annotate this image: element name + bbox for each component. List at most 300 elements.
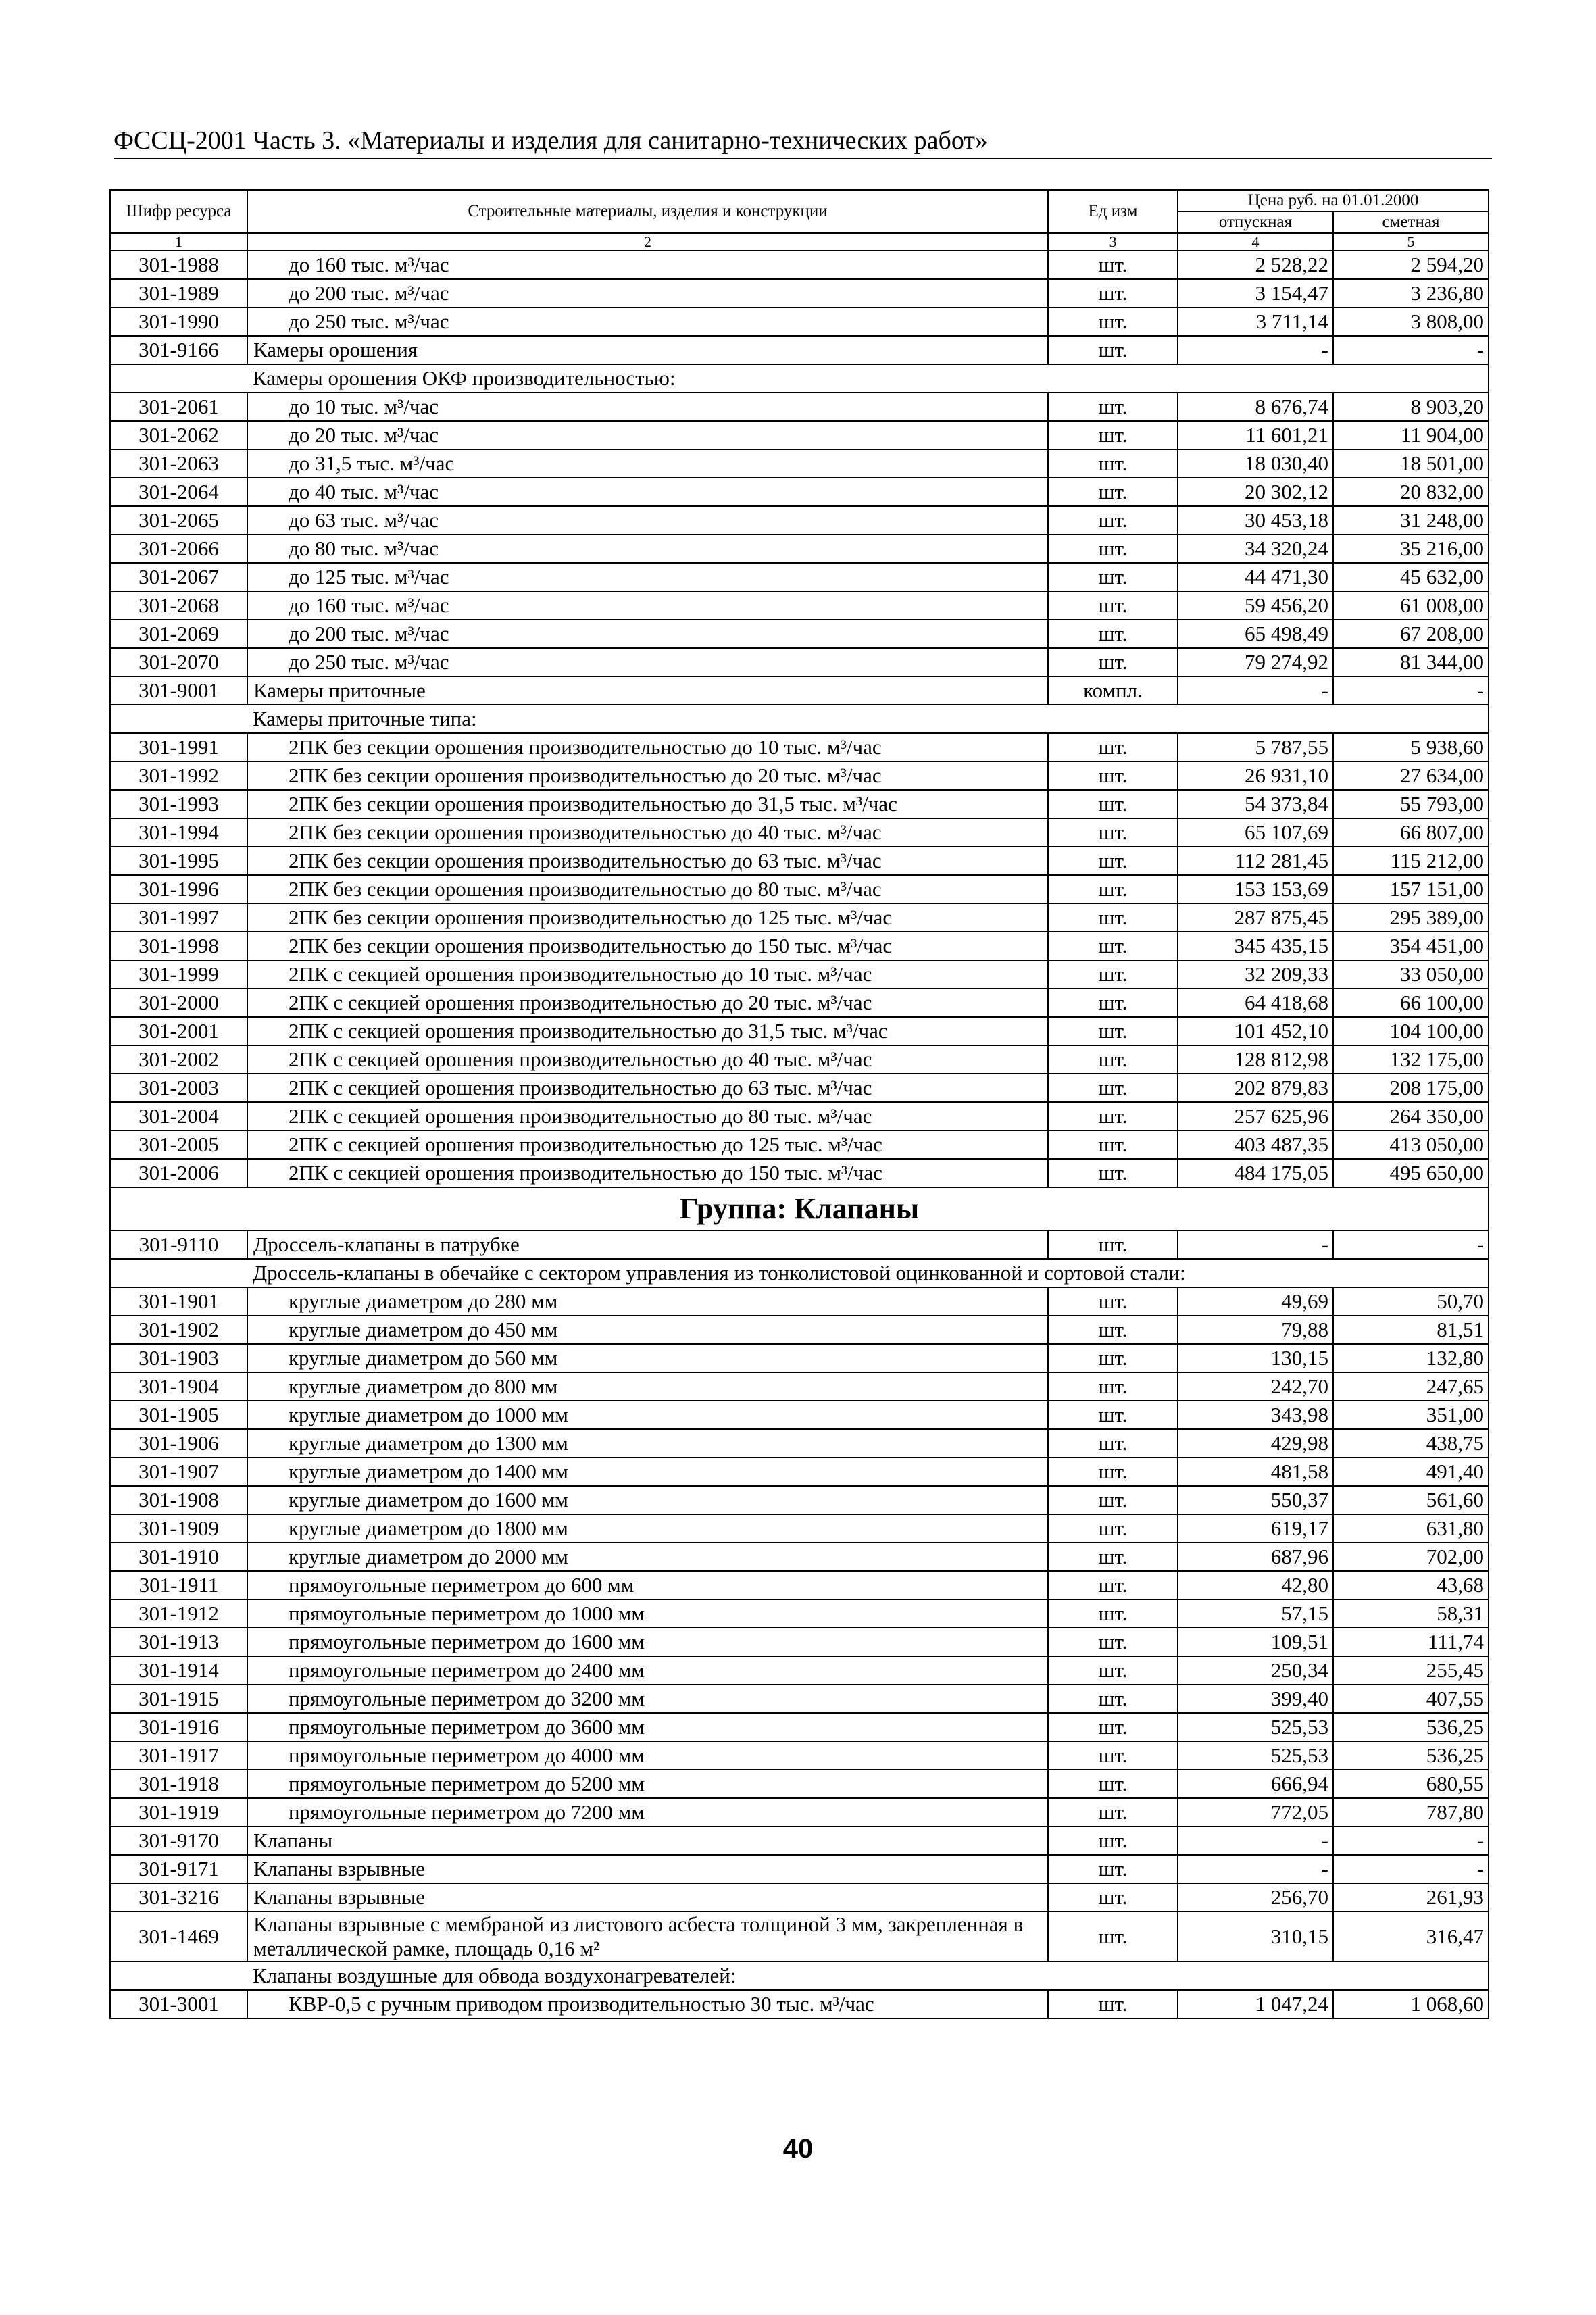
resource-name: Клапаны взрывные с мембраной из листового асбеста толщиной 3 мм, закрепленная в металлической рамке, площадь 0,16 м² <box>247 1912 1048 1962</box>
blank-cell <box>110 705 247 733</box>
release-price: - <box>1178 1230 1333 1259</box>
table-row <box>110 989 1489 1017</box>
category-row <box>110 1230 1489 1259</box>
resource-name: круглые диаметром до 450 мм <box>247 1316 1048 1344</box>
release-price: - <box>1178 1826 1333 1855</box>
unit-cell: шт. <box>1048 251 1178 279</box>
resource-name: Клапаны взрывные <box>247 1855 1048 1883</box>
resource-name: до 200 тыс. м³/час <box>247 279 1048 307</box>
group-title: Группа: Клапаны <box>110 1187 1489 1230</box>
unit-cell: шт. <box>1048 1543 1178 1571</box>
release-price: 128 812,98 <box>1178 1045 1333 1074</box>
table-row <box>110 478 1489 506</box>
table-row <box>110 875 1489 903</box>
release-price: 310,15 <box>1178 1912 1333 1962</box>
unit-cell: компл. <box>1048 676 1178 705</box>
unit-cell: шт. <box>1048 393 1178 421</box>
table-row <box>110 960 1489 989</box>
resource-code: 301-1907 <box>110 1458 247 1486</box>
resource-code: 301-2004 <box>110 1102 247 1130</box>
unit-cell: шт. <box>1048 620 1178 648</box>
estimate-price: 264 350,00 <box>1333 1102 1489 1130</box>
resource-code: 301-2064 <box>110 478 247 506</box>
resource-name: круглые диаметром до 1800 мм <box>247 1514 1048 1543</box>
resource-code: 301-1910 <box>110 1543 247 1571</box>
release-price: 153 153,69 <box>1178 875 1333 903</box>
resource-code: 301-1998 <box>110 932 247 960</box>
resource-code: 301-2066 <box>110 534 247 563</box>
resource-name: до 80 тыс. м³/час <box>247 534 1048 563</box>
estimate-price: 354 451,00 <box>1333 932 1489 960</box>
estimate-price: 11 904,00 <box>1333 421 1489 449</box>
resource-code: 301-1916 <box>110 1713 247 1741</box>
table-row <box>110 1656 1489 1685</box>
table-row <box>110 733 1489 762</box>
resource-name: круглые диаметром до 1300 мм <box>247 1429 1048 1458</box>
resource-name: прямоугольные периметром до 600 мм <box>247 1571 1048 1599</box>
estimate-price: - <box>1333 336 1489 364</box>
release-price: 59 456,20 <box>1178 591 1333 620</box>
release-price: 101 452,10 <box>1178 1017 1333 1045</box>
estimate-price: 66 807,00 <box>1333 818 1489 847</box>
resource-code: 301-1999 <box>110 960 247 989</box>
unit-cell: шт. <box>1048 1514 1178 1543</box>
release-price: 403 487,35 <box>1178 1130 1333 1159</box>
unit-cell: шт. <box>1048 506 1178 534</box>
release-price: 250,34 <box>1178 1656 1333 1685</box>
estimate-price: 81 344,00 <box>1333 648 1489 676</box>
unit-cell: шт. <box>1048 1855 1178 1883</box>
table-row <box>110 1372 1489 1401</box>
table-row <box>110 1074 1489 1102</box>
estimate-price: 3 236,80 <box>1333 279 1489 307</box>
resource-code: 301-2005 <box>110 1130 247 1159</box>
resource-code: 301-2061 <box>110 393 247 421</box>
page-header: ФССЦ-2001 Часть 3. «Материалы и изделия для санитарно-технических работ» <box>114 126 1492 159</box>
release-price: 57,15 <box>1178 1599 1333 1628</box>
release-price: 26 931,10 <box>1178 762 1333 790</box>
section-row <box>110 1962 1489 1990</box>
resource-code: 301-1905 <box>110 1401 247 1429</box>
release-price: 18 030,40 <box>1178 449 1333 478</box>
unit-cell: шт. <box>1048 790 1178 818</box>
resource-code: 301-1913 <box>110 1628 247 1656</box>
resource-name: до 63 тыс. м³/час <box>247 506 1048 534</box>
resource-code: 301-1919 <box>110 1798 247 1826</box>
resource-name: 2ПК без секции орошения производительностью до 20 тыс. м³/час <box>247 762 1048 790</box>
unit-cell: шт. <box>1048 1130 1178 1159</box>
estimate-price: 115 212,00 <box>1333 847 1489 875</box>
release-price: - <box>1178 336 1333 364</box>
column-header-code: Шифр ресурса <box>110 190 247 233</box>
unit-cell: шт. <box>1048 1486 1178 1514</box>
resource-name: прямоугольные периметром до 3200 мм <box>247 1685 1048 1713</box>
estimate-price: 61 008,00 <box>1333 591 1489 620</box>
resource-name: круглые диаметром до 560 мм <box>247 1344 1048 1372</box>
unit-cell: шт. <box>1048 762 1178 790</box>
unit-cell: шт. <box>1048 1883 1178 1912</box>
unit-cell: шт. <box>1048 1230 1178 1259</box>
unit-cell: шт. <box>1048 1429 1178 1458</box>
resource-code: 301-1989 <box>110 279 247 307</box>
category-row <box>110 1883 1489 1912</box>
resource-code: 301-1902 <box>110 1316 247 1344</box>
resource-name: КВР-0,5 с ручным приводом производительностью 30 тыс. м³/час <box>247 1990 1048 2018</box>
unit-cell: шт. <box>1048 1017 1178 1045</box>
release-price: - <box>1178 1855 1333 1883</box>
resource-code: 301-1914 <box>110 1656 247 1685</box>
estimate-price: 702,00 <box>1333 1543 1489 1571</box>
resource-name: до 250 тыс. м³/час <box>247 648 1048 676</box>
unit-cell: шт. <box>1048 1401 1178 1429</box>
release-price: 2 528,22 <box>1178 251 1333 279</box>
table-row <box>110 847 1489 875</box>
estimate-price: 208 175,00 <box>1333 1074 1489 1102</box>
resource-name: 2ПК без секции орошения производительностью до 125 тыс. м³/час <box>247 903 1048 932</box>
release-price: 619,17 <box>1178 1514 1333 1543</box>
table-row <box>110 790 1489 818</box>
table-row <box>110 251 1489 279</box>
estimate-price: 316,47 <box>1333 1912 1489 1962</box>
estimate-price: 261,93 <box>1333 1883 1489 1912</box>
estimate-price: 157 151,00 <box>1333 875 1489 903</box>
unit-cell: шт. <box>1048 1912 1178 1962</box>
column-number: 1 <box>110 233 247 251</box>
resource-code: 301-1990 <box>110 307 247 336</box>
resource-name: Камеры приточные <box>247 676 1048 705</box>
resource-code: 301-3216 <box>110 1883 247 1912</box>
table-row <box>110 1571 1489 1599</box>
estimate-price: 27 634,00 <box>1333 762 1489 790</box>
resource-code: 301-1918 <box>110 1770 247 1798</box>
resource-name: круглые диаметром до 800 мм <box>247 1372 1048 1401</box>
resource-code: 301-9166 <box>110 336 247 364</box>
unit-cell: шт. <box>1048 1074 1178 1102</box>
resource-code: 301-1903 <box>110 1344 247 1372</box>
resource-name: 2ПК без секции орошения производительностью до 80 тыс. м³/час <box>247 875 1048 903</box>
estimate-price: 407,55 <box>1333 1685 1489 1713</box>
unit-cell: шт. <box>1048 1458 1178 1486</box>
release-price: 772,05 <box>1178 1798 1333 1826</box>
resource-code: 301-2002 <box>110 1045 247 1074</box>
release-price: 687,96 <box>1178 1543 1333 1571</box>
resource-code: 301-1469 <box>110 1912 247 1962</box>
resource-name: прямоугольные периметром до 5200 мм <box>247 1770 1048 1798</box>
estimate-price: 66 100,00 <box>1333 989 1489 1017</box>
table-row <box>110 1130 1489 1159</box>
resource-name: прямоугольные периметром до 4000 мм <box>247 1741 1048 1770</box>
column-header-price-release: отпускная <box>1178 211 1333 233</box>
resource-name: 2ПК с секцией орошения производительностью до 63 тыс. м³/час <box>247 1074 1048 1102</box>
unit-cell: шт. <box>1048 1656 1178 1685</box>
estimate-price: 50,70 <box>1333 1287 1489 1316</box>
unit-cell: шт. <box>1048 591 1178 620</box>
resource-name: 2ПК с секцией орошения производительностью до 31,5 тыс. м³/час <box>247 1017 1048 1045</box>
resource-code: 301-2001 <box>110 1017 247 1045</box>
resource-name: прямоугольные периметром до 3600 мм <box>247 1713 1048 1741</box>
unit-cell: шт. <box>1048 1685 1178 1713</box>
unit-cell: шт. <box>1048 307 1178 336</box>
resource-code: 301-1997 <box>110 903 247 932</box>
unit-cell: шт. <box>1048 1990 1178 2018</box>
unit-cell: шт. <box>1048 903 1178 932</box>
release-price: 112 281,45 <box>1178 847 1333 875</box>
table-row <box>110 1429 1489 1458</box>
estimate-price: 787,80 <box>1333 1798 1489 1826</box>
resource-code: 301-1993 <box>110 790 247 818</box>
release-price: 8 676,74 <box>1178 393 1333 421</box>
estimate-price: 45 632,00 <box>1333 563 1489 591</box>
release-price: 54 373,84 <box>1178 790 1333 818</box>
table-row <box>110 903 1489 932</box>
unit-cell: шт. <box>1048 1798 1178 1826</box>
resource-name: 2ПК без секции орошения производительностью до 63 тыс. м³/час <box>247 847 1048 875</box>
resource-code: 301-1901 <box>110 1287 247 1316</box>
resource-code: 301-1906 <box>110 1429 247 1458</box>
estimate-price: 111,74 <box>1333 1628 1489 1656</box>
resource-name: 2ПК без секции орошения производительностью до 10 тыс. м³/час <box>247 733 1048 762</box>
category-row <box>110 1912 1489 1962</box>
release-price: 525,53 <box>1178 1741 1333 1770</box>
estimate-price: 104 100,00 <box>1333 1017 1489 1045</box>
release-price: 3 154,47 <box>1178 279 1333 307</box>
resource-code: 301-2062 <box>110 421 247 449</box>
unit-cell: шт. <box>1048 1102 1178 1130</box>
table-row <box>110 421 1489 449</box>
resource-name: до 160 тыс. м³/час <box>247 591 1048 620</box>
resource-code: 301-3001 <box>110 1990 247 2018</box>
release-price: 429,98 <box>1178 1429 1333 1458</box>
estimate-price: 5 938,60 <box>1333 733 1489 762</box>
resource-name: до 250 тыс. м³/час <box>247 307 1048 336</box>
estimate-price: 247,65 <box>1333 1372 1489 1401</box>
table-row <box>110 1458 1489 1486</box>
unit-cell: шт. <box>1048 1571 1178 1599</box>
table-row <box>110 506 1489 534</box>
release-price: 287 875,45 <box>1178 903 1333 932</box>
estimate-price: - <box>1333 1826 1489 1855</box>
resource-code: 301-1988 <box>110 251 247 279</box>
estimate-price: 413 050,00 <box>1333 1130 1489 1159</box>
estimate-price: 67 208,00 <box>1333 620 1489 648</box>
category-row <box>110 1855 1489 1883</box>
unit-cell: шт. <box>1048 1826 1178 1855</box>
unit-cell: шт. <box>1048 1770 1178 1798</box>
resource-code: 301-2065 <box>110 506 247 534</box>
resource-code: 301-2006 <box>110 1159 247 1187</box>
unit-cell: шт. <box>1048 847 1178 875</box>
release-price: 79,88 <box>1178 1316 1333 1344</box>
column-number: 3 <box>1048 233 1178 251</box>
estimate-price: 255,45 <box>1333 1656 1489 1685</box>
unit-cell: шт. <box>1048 932 1178 960</box>
estimate-price: 18 501,00 <box>1333 449 1489 478</box>
table-row <box>110 1770 1489 1798</box>
resource-name: 2ПК с секцией орошения производительностью до 10 тыс. м³/час <box>247 960 1048 989</box>
release-price: 34 320,24 <box>1178 534 1333 563</box>
unit-cell: шт. <box>1048 534 1178 563</box>
table-row <box>110 1287 1489 1316</box>
unit-cell: шт. <box>1048 818 1178 847</box>
unit-cell: шт. <box>1048 960 1178 989</box>
section-title: Камеры приточные типа: <box>247 705 1489 733</box>
estimate-price: 631,80 <box>1333 1514 1489 1543</box>
estimate-price: 35 216,00 <box>1333 534 1489 563</box>
resource-name: прямоугольные периметром до 1600 мм <box>247 1628 1048 1656</box>
resource-code: 301-2000 <box>110 989 247 1017</box>
resource-code: 301-2069 <box>110 620 247 648</box>
release-price: 32 209,33 <box>1178 960 1333 989</box>
table-row <box>110 1316 1489 1344</box>
resource-code: 301-1995 <box>110 847 247 875</box>
resource-name: 2ПК с секцией орошения производительностью до 125 тыс. м³/час <box>247 1130 1048 1159</box>
resource-name: 2ПК без секции орошения производительностью до 31,5 тыс. м³/час <box>247 790 1048 818</box>
table-row <box>110 648 1489 676</box>
column-header-price-estimate: сметная <box>1333 211 1489 233</box>
column-number: 2 <box>247 233 1048 251</box>
table-row <box>110 1514 1489 1543</box>
resource-name: круглые диаметром до 2000 мм <box>247 1543 1048 1571</box>
estimate-price: 8 903,20 <box>1333 393 1489 421</box>
resource-name: прямоугольные периметром до 2400 мм <box>247 1656 1048 1685</box>
table-row <box>110 620 1489 648</box>
table-row <box>110 1713 1489 1741</box>
resource-code: 301-1912 <box>110 1599 247 1628</box>
unit-cell: шт. <box>1048 648 1178 676</box>
unit-cell: шт. <box>1048 1344 1178 1372</box>
group-row <box>110 1187 1489 1230</box>
column-header-unit: Ед изм <box>1048 190 1178 233</box>
resource-name: до 160 тыс. м³/час <box>247 251 1048 279</box>
category-row <box>110 1826 1489 1855</box>
release-price: 550,37 <box>1178 1486 1333 1514</box>
section-row <box>110 364 1489 393</box>
estimate-price: 680,55 <box>1333 1770 1489 1798</box>
resource-code: 301-9170 <box>110 1826 247 1855</box>
resource-code: 301-1908 <box>110 1486 247 1514</box>
estimate-price: 132 175,00 <box>1333 1045 1489 1074</box>
release-price: 30 453,18 <box>1178 506 1333 534</box>
section-title: Клапаны воздушные для обвода воздухонагревателей: <box>247 1962 1489 1990</box>
table-row <box>110 279 1489 307</box>
table-header <box>110 190 1489 251</box>
resource-name: 2ПК с секцией орошения производительностью до 150 тыс. м³/час <box>247 1159 1048 1187</box>
table-row <box>110 1798 1489 1826</box>
table-row <box>110 1017 1489 1045</box>
unit-cell: шт. <box>1048 1045 1178 1074</box>
estimate-price: 20 832,00 <box>1333 478 1489 506</box>
resource-code: 301-1904 <box>110 1372 247 1401</box>
resource-name: 2ПК с секцией орошения производительностью до 40 тыс. м³/час <box>247 1045 1048 1074</box>
table-row <box>110 591 1489 620</box>
estimate-price: 58,31 <box>1333 1599 1489 1628</box>
unit-cell: шт. <box>1048 1372 1178 1401</box>
resource-name: 2ПК с секцией орошения производительностью до 80 тыс. м³/час <box>247 1102 1048 1130</box>
release-price: 20 302,12 <box>1178 478 1333 506</box>
section-row <box>110 1259 1489 1287</box>
estimate-price: 536,25 <box>1333 1741 1489 1770</box>
release-price: 256,70 <box>1178 1883 1333 1912</box>
unit-cell: шт. <box>1048 336 1178 364</box>
table-row <box>110 1045 1489 1074</box>
resource-name: Клапаны взрывные <box>247 1883 1048 1912</box>
resource-name: до 20 тыс. м³/час <box>247 421 1048 449</box>
table-row <box>110 818 1489 847</box>
release-price: 109,51 <box>1178 1628 1333 1656</box>
resource-name: круглые диаметром до 1000 мм <box>247 1401 1048 1429</box>
category-row <box>110 676 1489 705</box>
resource-name: прямоугольные периметром до 7200 мм <box>247 1798 1048 1826</box>
resource-name: круглые диаметром до 1400 мм <box>247 1458 1048 1486</box>
table-row <box>110 1102 1489 1130</box>
release-price: 5 787,55 <box>1178 733 1333 762</box>
estimate-price: 491,40 <box>1333 1458 1489 1486</box>
column-number: 5 <box>1333 233 1489 251</box>
resource-name: круглые диаметром до 280 мм <box>247 1287 1048 1316</box>
unit-cell: шт. <box>1048 421 1178 449</box>
resource-code: 301-1909 <box>110 1514 247 1543</box>
table-row <box>110 307 1489 336</box>
resource-name: Дроссель-клапаны в патрубке <box>247 1230 1048 1259</box>
table-row <box>110 1741 1489 1770</box>
estimate-price: 33 050,00 <box>1333 960 1489 989</box>
column-header-price-group: Цена руб. на 01.01.2000 <box>1178 190 1489 211</box>
unit-cell: шт. <box>1048 1628 1178 1656</box>
estimate-price: - <box>1333 676 1489 705</box>
unit-cell: шт. <box>1048 1316 1178 1344</box>
estimate-price: 55 793,00 <box>1333 790 1489 818</box>
unit-cell: шт. <box>1048 989 1178 1017</box>
resource-name: до 10 тыс. м³/час <box>247 393 1048 421</box>
release-price: 202 879,83 <box>1178 1074 1333 1102</box>
release-price: 481,58 <box>1178 1458 1333 1486</box>
estimate-price: 495 650,00 <box>1333 1159 1489 1187</box>
table-row <box>110 762 1489 790</box>
estimate-price: 438,75 <box>1333 1429 1489 1458</box>
resource-code: 301-2003 <box>110 1074 247 1102</box>
table-row <box>110 1990 1489 2018</box>
release-price: 11 601,21 <box>1178 421 1333 449</box>
release-price: 242,70 <box>1178 1372 1333 1401</box>
estimate-price: 295 389,00 <box>1333 903 1489 932</box>
resource-code: 301-2070 <box>110 648 247 676</box>
resource-code: 301-2063 <box>110 449 247 478</box>
release-price: 484 175,05 <box>1178 1159 1333 1187</box>
table-row <box>110 393 1489 421</box>
estimate-price: 132,80 <box>1333 1344 1489 1372</box>
estimate-price: 536,25 <box>1333 1713 1489 1741</box>
table-row <box>110 1344 1489 1372</box>
unit-cell: шт. <box>1048 1159 1178 1187</box>
blank-cell <box>110 1259 247 1287</box>
resource-code: 301-9001 <box>110 676 247 705</box>
estimate-price: 3 808,00 <box>1333 307 1489 336</box>
resource-code: 301-1996 <box>110 875 247 903</box>
release-price: 1 047,24 <box>1178 1990 1333 2018</box>
table-row <box>110 449 1489 478</box>
resource-name: до 40 тыс. м³/час <box>247 478 1048 506</box>
resource-name: до 31,5 тыс. м³/час <box>247 449 1048 478</box>
unit-cell: шт. <box>1048 733 1178 762</box>
release-price: 49,69 <box>1178 1287 1333 1316</box>
estimate-price: - <box>1333 1230 1489 1259</box>
release-price: 399,40 <box>1178 1685 1333 1713</box>
resource-name: круглые диаметром до 1600 мм <box>247 1486 1048 1514</box>
column-number: 4 <box>1178 233 1333 251</box>
estimate-price: 351,00 <box>1333 1401 1489 1429</box>
table-row <box>110 1685 1489 1713</box>
release-price: 79 274,92 <box>1178 648 1333 676</box>
